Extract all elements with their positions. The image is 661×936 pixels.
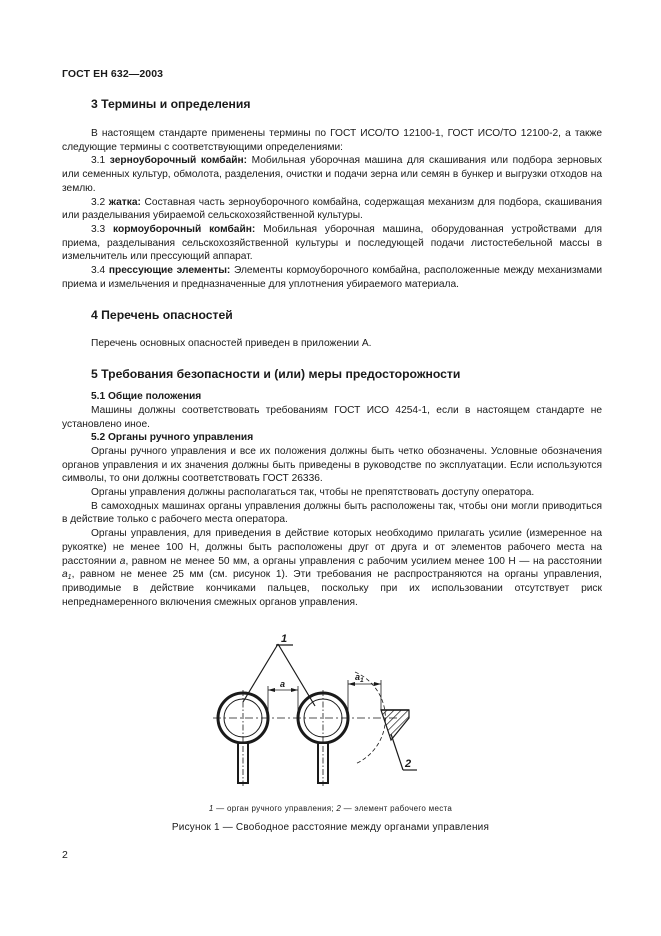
definition-term: зерноуборочный комбайн: (109, 155, 248, 167)
text-run: Органы управления, для приведения в действие которых необходимо прилагать усилие (измеренное на рукоятке) не менее 100 Н, должны быть расположены друг от друга и от элементов рабочего места на расстоянии (62, 528, 602, 567)
subsection-5-2-heading: 5.2 Органы ручного управления (91, 432, 254, 444)
section-3-intro: В настоящем стандарте применены термины по ГОСТ ИСО/ТО 12100-1, ГОСТ ИСО/ТО 12100-2, а также следующие термины с соответствующими определениями: (62, 128, 602, 153)
definition-3-4 (62, 264, 602, 291)
dimension-a1-subscript: 1 (360, 677, 364, 684)
leader-2 (391, 734, 417, 770)
definition-number: 3.1 (91, 155, 110, 167)
definition-term: жатка: (108, 196, 141, 208)
definition-term: кормоуборочный комбайн: (113, 223, 256, 235)
section-3-heading: 3 Термины и определения (91, 97, 251, 111)
subsection-5-2-paragraph-3: В самоходных машинах органы управления должны быть расположены так, чтобы они могли приводиться в действие только с рабочего места оператора. (62, 500, 602, 526)
dimension-a1-letter: а (355, 672, 361, 682)
text-run: , равном не менее 25 мм (см. рисунок 1). Эти требования не распространяются на органы управления, приводимые в действие кончиками пальцев, поскольку при их использовании отсутствует риск непреднамеренного включения смежных органов управления. (62, 569, 602, 608)
definition-text: Мобильная уборочная машина, оборудованная устройствами для приема, разделывания сельскохозяйственной культуры и последующей подачи листостебельной массы в измельчитель или прессующий аппарат. (62, 223, 602, 263)
section-4-paragraph: Перечень основных опасностей приведен в приложении А. (91, 338, 372, 350)
subsection-5-1-paragraph: Машины должны соответствовать требованиям ГОСТ ИСО 4254-1, если в настоящем стандарте не установлено иное. (62, 404, 602, 430)
section-4-heading: 4 Перечень опасностей (91, 308, 233, 323)
page-number: 2 (62, 849, 68, 861)
variable-subscript: 1 (67, 574, 72, 582)
dimension-a (268, 679, 298, 718)
definition-number: 3.2 (91, 196, 109, 208)
definition-number: 3.4 (91, 265, 109, 277)
legend-text-1: — орган ручного управления; (213, 804, 337, 813)
section-5-heading: 5 Требования безопасности и (или) меры предосторожности (91, 367, 461, 382)
definition-text: Элементы кормоуборочного комбайна, расположенные между механизмами приема и измельчения и предназначенные для уплотнения убираемого материала. (62, 265, 603, 290)
subsection-5-2-paragraph-1: Органы ручного управления и все их положения должны быть четко обозначены. Условные обозначения органов управления и их значения должны быть приведены в руководстве по эксплуатации. Если используются символы, то они должны соответствовать ГОСТ 26336. (62, 445, 602, 485)
text-run: , равном не менее 50 мм, а органы управления с рабочим усилием менее 100 Н — на расстоянии (125, 555, 602, 567)
leader-1-label: 1 (281, 633, 288, 645)
dimension-a-label: а (280, 679, 286, 689)
legend-text-2: — элемент рабочего места (341, 804, 453, 813)
definition-term: прессующие элементы: (108, 265, 231, 277)
control-knob-left (218, 690, 268, 786)
subsection-5-2-paragraph-2: Органы управления должны располагаться так, чтобы не препятствовать доступу оператора. (91, 487, 535, 499)
variable-a: а (119, 555, 126, 567)
subsection-5-2-paragraph-4 (62, 527, 602, 609)
definition-number: 3.3 (91, 223, 114, 235)
control-knob-right (298, 690, 348, 786)
figure-1-drawing (205, 630, 435, 790)
figure-legend (0, 804, 661, 813)
definition-3-2 (62, 196, 602, 223)
subsection-5-1-heading: 5.1 Общие положения (91, 391, 202, 403)
standard-designation: ГОСТ ЕН 632—2003 (62, 68, 164, 80)
definition-text: Составная часть зерноуборочного комбайна, содержащая механизм для подбора, скашивания или разделывания убираемой сельскохозяйственной культуры. (62, 196, 602, 222)
dimension-a1 (348, 672, 381, 718)
variable-a1 (62, 569, 72, 580)
legend-number-1: 1 (208, 804, 214, 813)
figure-caption: Рисунок 1 — Свободное расстояние между органами управления (171, 822, 490, 833)
legend-number-2: 2 (336, 804, 342, 813)
dimension-a1-label (355, 672, 364, 684)
definition-3-1 (62, 154, 602, 195)
variable-letter: а (62, 569, 68, 581)
definition-text: Мобильная уборочная машина для скашивания или подбора зерновых или семенных культур, обмолота, разделения, очистки и подачи зерна или семян в бункер и выгрузки отходов на землю. (62, 155, 602, 194)
document-body (62, 96, 602, 609)
leader-2-label: 2 (405, 758, 412, 770)
definition-3-3 (62, 223, 602, 264)
